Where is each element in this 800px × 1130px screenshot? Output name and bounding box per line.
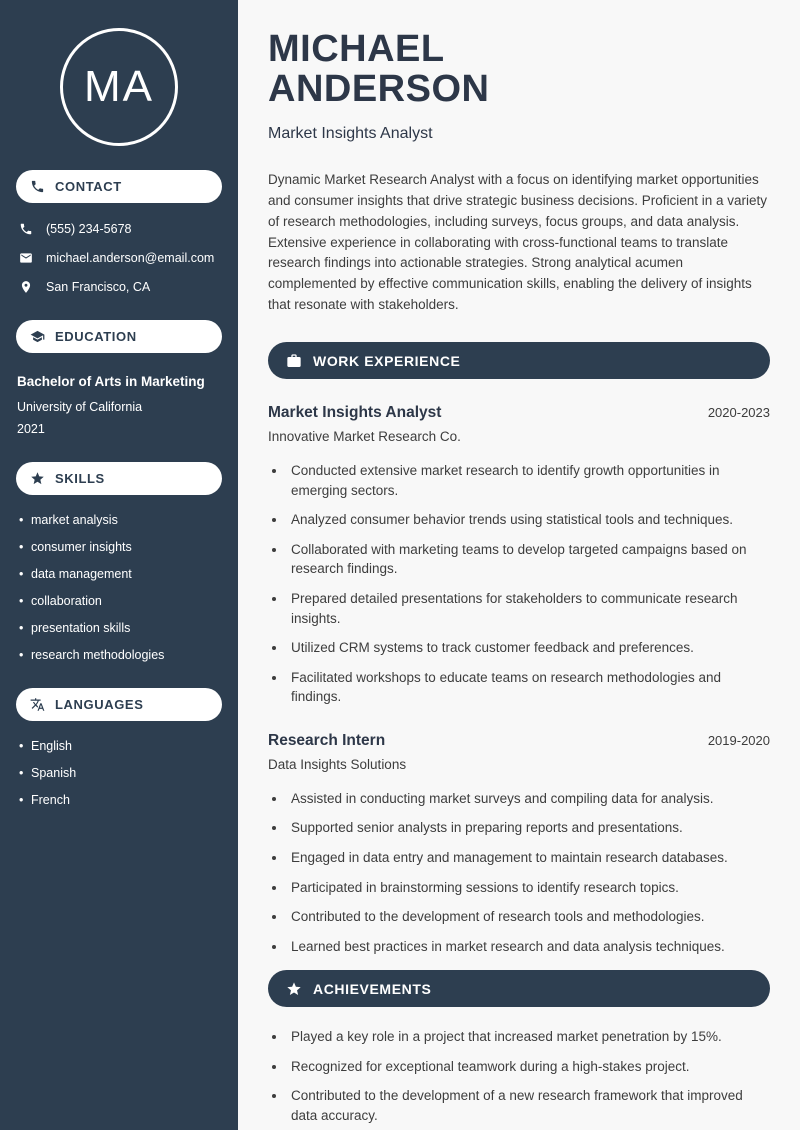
achievement-bullet: • Contributed to the development of a new research framework that improved data accuracy. <box>287 1086 770 1125</box>
skill-item: • research methodologies <box>19 648 222 662</box>
achievement-bullet: • Recognized for exceptional teamwork during a high-stakes project. <box>287 1057 770 1077</box>
job-bullet-list <box>287 461 770 707</box>
job-bullet: • Facilitated workshops to educate teams on research methodologies and findings. <box>287 668 770 707</box>
education-section-header <box>16 320 222 353</box>
briefcase-icon <box>286 353 302 369</box>
work-experience-header-label: WORK EXPERIENCE <box>313 352 461 369</box>
skills-list <box>16 513 222 662</box>
achievements-list <box>287 1027 770 1125</box>
achievement-bullet: • Played a key role in a project that increased market penetration by 15%. <box>287 1027 770 1047</box>
job-bullet: • Conducted extensive market research to identify growth opportunities in emerging sectors. <box>287 461 770 500</box>
job-bullet: • Engaged in data entry and management to maintain research databases. <box>287 848 770 868</box>
job-title: Research Intern <box>268 731 386 749</box>
contact-phone <box>16 222 222 236</box>
job-bullet: • Prepared detailed presentations for stakeholders to communicate research insights. <box>287 589 770 628</box>
job-bullet-list <box>287 789 770 956</box>
job-header <box>268 732 770 750</box>
contact-email-value: michael.anderson@email.com <box>46 251 215 265</box>
skill-item: • collaboration <box>19 594 222 608</box>
candidate-name <box>268 30 770 110</box>
phone-icon <box>30 179 45 194</box>
skill-item: • consumer insights <box>19 540 222 554</box>
education-school: University of California <box>17 399 143 414</box>
star-icon <box>286 981 302 997</box>
candidate-last-name: ANDERSON <box>268 67 490 110</box>
skill-item: • market analysis <box>19 513 222 527</box>
location-pin-icon <box>19 280 33 294</box>
job-dates: 2019-2020 <box>707 732 770 748</box>
language-item: • French <box>19 793 222 807</box>
job-title: Market Insights Analyst <box>268 404 442 422</box>
job-bullet: • Analyzed consumer behavior trends using statistical tools and techniques. <box>287 510 770 530</box>
education-degree: Bachelor of Arts in Marketing <box>17 374 205 389</box>
contact-phone-value: (555) 234-5678 <box>46 222 132 236</box>
skills-header-label: SKILLS <box>55 470 105 486</box>
avatar-initials: MA <box>84 62 154 111</box>
job-bullet: • Assisted in conducting market surveys and compiling data for analysis. <box>287 789 770 809</box>
language-item: • Spanish <box>19 766 222 780</box>
job-header <box>268 404 770 422</box>
achievements-header-label: ACHIEVEMENTS <box>313 980 432 997</box>
job-bullet: • Utilized CRM systems to track customer feedback and preferences. <box>287 638 770 658</box>
professional-summary: Dynamic Market Research Analyst with a focus on identifying market opportunities and consumer insights that drive strategic business decisions. Proficient in a variety of research methodologies, including surveys, focus groups, and data analysis. Extensive experience in collaborating with cross-functional teams to translate research findings into actionable strategies. Strong analytical acumen complemented by effective communication skills, enabling the delivery of insights that resonate with stakeholders. <box>268 171 767 313</box>
email-icon <box>19 251 33 265</box>
candidate-first-name: MICHAEL <box>268 28 445 70</box>
job-entry <box>268 732 770 956</box>
contact-section-header <box>16 170 222 203</box>
skill-item: • data management <box>19 567 222 581</box>
contact-location-value: San Francisco, CA <box>46 280 151 294</box>
skills-section-header <box>16 462 222 495</box>
education-entry <box>16 373 222 436</box>
job-bullet: • Contributed to the development of research tools and methodologies. <box>287 907 770 927</box>
avatar <box>60 28 178 146</box>
job-bullet: • Participated in brainstorming sessions to identify research topics. <box>287 878 770 898</box>
skill-item: • presentation skills <box>19 621 222 635</box>
phone-icon <box>19 222 33 236</box>
languages-section-header <box>16 688 222 721</box>
contact-email <box>16 251 222 265</box>
education-year: 2021 <box>17 421 45 436</box>
contact-location <box>16 280 222 294</box>
sidebar <box>0 0 238 1130</box>
contact-header-label: CONTACT <box>55 179 122 194</box>
contact-list <box>16 222 222 294</box>
translate-icon <box>30 697 45 712</box>
work-experience-section-header <box>268 342 770 379</box>
languages-header-label: LANGUAGES <box>55 696 144 712</box>
achievements-section-header <box>268 970 770 1007</box>
languages-list <box>16 739 222 807</box>
star-icon <box>30 471 45 486</box>
job-bullet: • Learned best practices in market research and data analysis techniques. <box>287 937 770 957</box>
language-item: • English <box>19 739 222 753</box>
job-company: Data Insights Solutions <box>268 756 407 772</box>
job-entry <box>268 404 770 707</box>
job-bullet: • Collaborated with marketing teams to develop targeted campaigns based on research findings. <box>287 540 770 579</box>
job-company: Innovative Market Research Co. <box>268 429 461 445</box>
main-content <box>238 0 800 1130</box>
graduation-cap-icon <box>30 329 45 344</box>
candidate-job-title: Market Insights Analyst <box>268 124 433 142</box>
education-header-label: EDUCATION <box>55 329 137 344</box>
job-bullet: • Supported senior analysts in preparing reports and presentations. <box>287 818 770 838</box>
job-dates: 2020-2023 <box>707 405 770 421</box>
